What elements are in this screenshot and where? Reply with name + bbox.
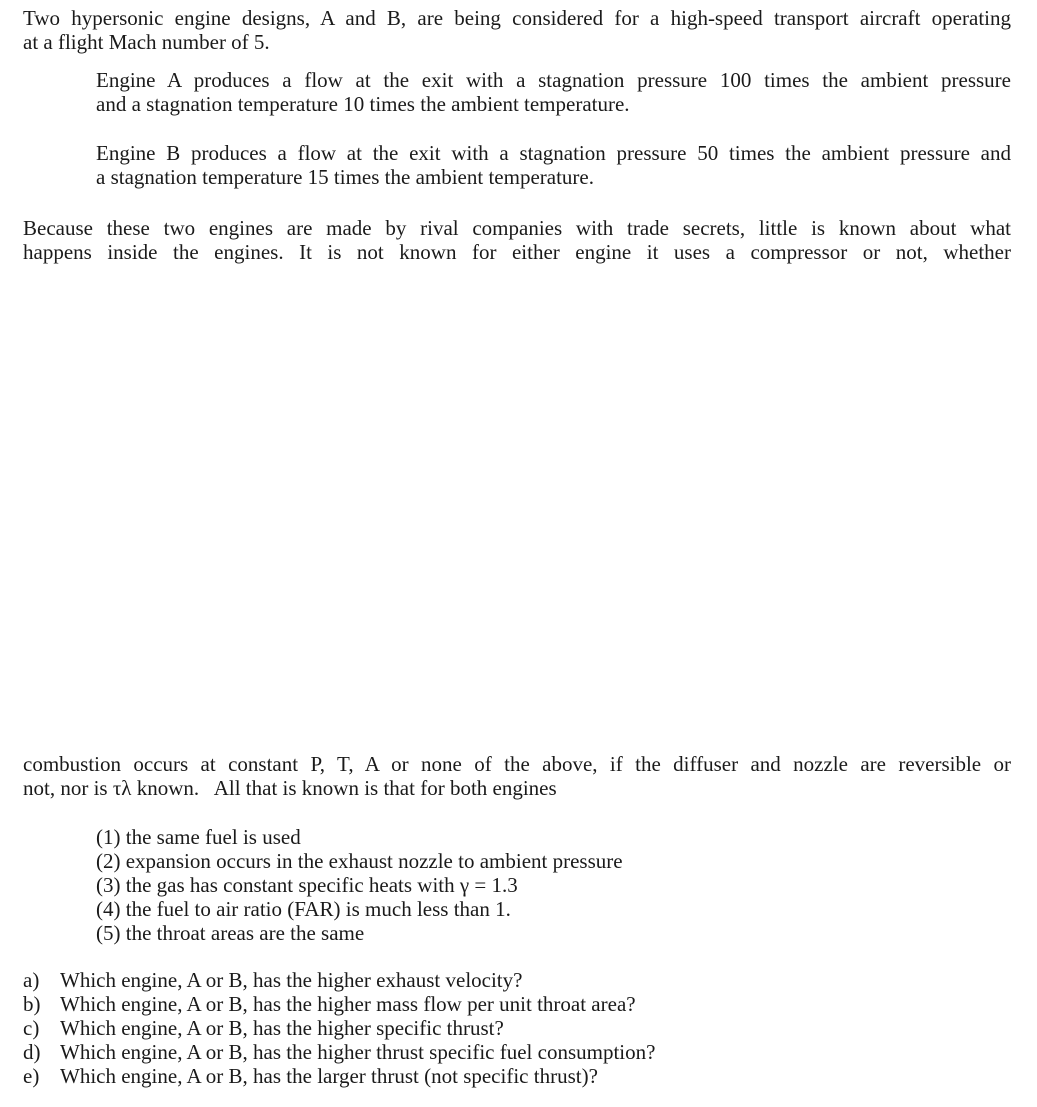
question-letter: a) xyxy=(23,968,40,992)
condition-item: (1) the same fuel is used xyxy=(96,825,301,849)
combustion-line-1: combustion occurs at constant P, T, A or none of the above, if the diffuser and nozzle are reversible or xyxy=(23,752,1011,776)
engine-a-paragraph xyxy=(96,68,1011,116)
question-text: Which engine, A or B, has the higher exhaust velocity? xyxy=(60,968,523,992)
question-item xyxy=(23,992,923,1016)
intro-paragraph xyxy=(23,6,1011,54)
question-text: Which engine, A or B, has the higher thrust specific fuel consumption? xyxy=(60,1040,656,1064)
questions-list xyxy=(23,968,923,1088)
condition-item: (3) the gas has constant specific heats with γ = 1.3 xyxy=(96,873,518,897)
engine-b-paragraph xyxy=(96,141,1011,189)
condition-item: (2) expansion occurs in the exhaust nozzle to ambient pressure xyxy=(96,849,623,873)
question-letter: b) xyxy=(23,992,41,1016)
engine-b-line-1: Engine B produces a flow at the exit with a stagnation pressure 50 times the ambient pressure and xyxy=(96,141,1011,165)
secrets-line-1: Because these two engines are made by rival companies with trade secrets, little is known about what xyxy=(23,216,1011,240)
question-item xyxy=(23,1016,923,1040)
question-letter: c) xyxy=(23,1016,40,1040)
engine-b-line-2: a stagnation temperature 15 times the ambient temperature. xyxy=(96,165,594,189)
question-text: Which engine, A or B, has the higher specific thrust? xyxy=(60,1016,504,1040)
question-item xyxy=(23,968,923,992)
trade-secrets-paragraph xyxy=(23,216,1011,264)
conditions-list xyxy=(96,825,796,945)
secrets-line-2: happens inside the engines. It is not known for either engine it uses a compressor or not, whether xyxy=(23,240,1011,264)
question-text: Which engine, A or B, has the higher mass flow per unit throat area? xyxy=(60,992,636,1016)
question-letter: e) xyxy=(23,1064,40,1088)
combustion-paragraph xyxy=(23,752,1011,800)
question-letter: d) xyxy=(23,1040,41,1064)
condition-item: (5) the throat areas are the same xyxy=(96,921,365,945)
engine-a-line-2: and a stagnation temperature 10 times the ambient temperature. xyxy=(96,92,630,116)
engine-a-line-1: Engine A produces a flow at the exit with a stagnation pressure 100 times the ambient pressure xyxy=(96,68,1011,92)
condition-item: (4) the fuel to air ratio (FAR) is much less than 1. xyxy=(96,897,511,921)
combustion-line-2: not, nor is τλ known. All that is known is that for both engines xyxy=(23,776,557,800)
intro-line-1: Two hypersonic engine designs, A and B, are being considered for a high-speed transport aircraft operating xyxy=(23,6,1011,30)
question-item xyxy=(23,1040,923,1064)
question-text: Which engine, A or B, has the larger thrust (not specific thrust)? xyxy=(60,1064,598,1088)
intro-line-2: at a flight Mach number of 5. xyxy=(23,30,270,54)
question-item xyxy=(23,1064,923,1088)
